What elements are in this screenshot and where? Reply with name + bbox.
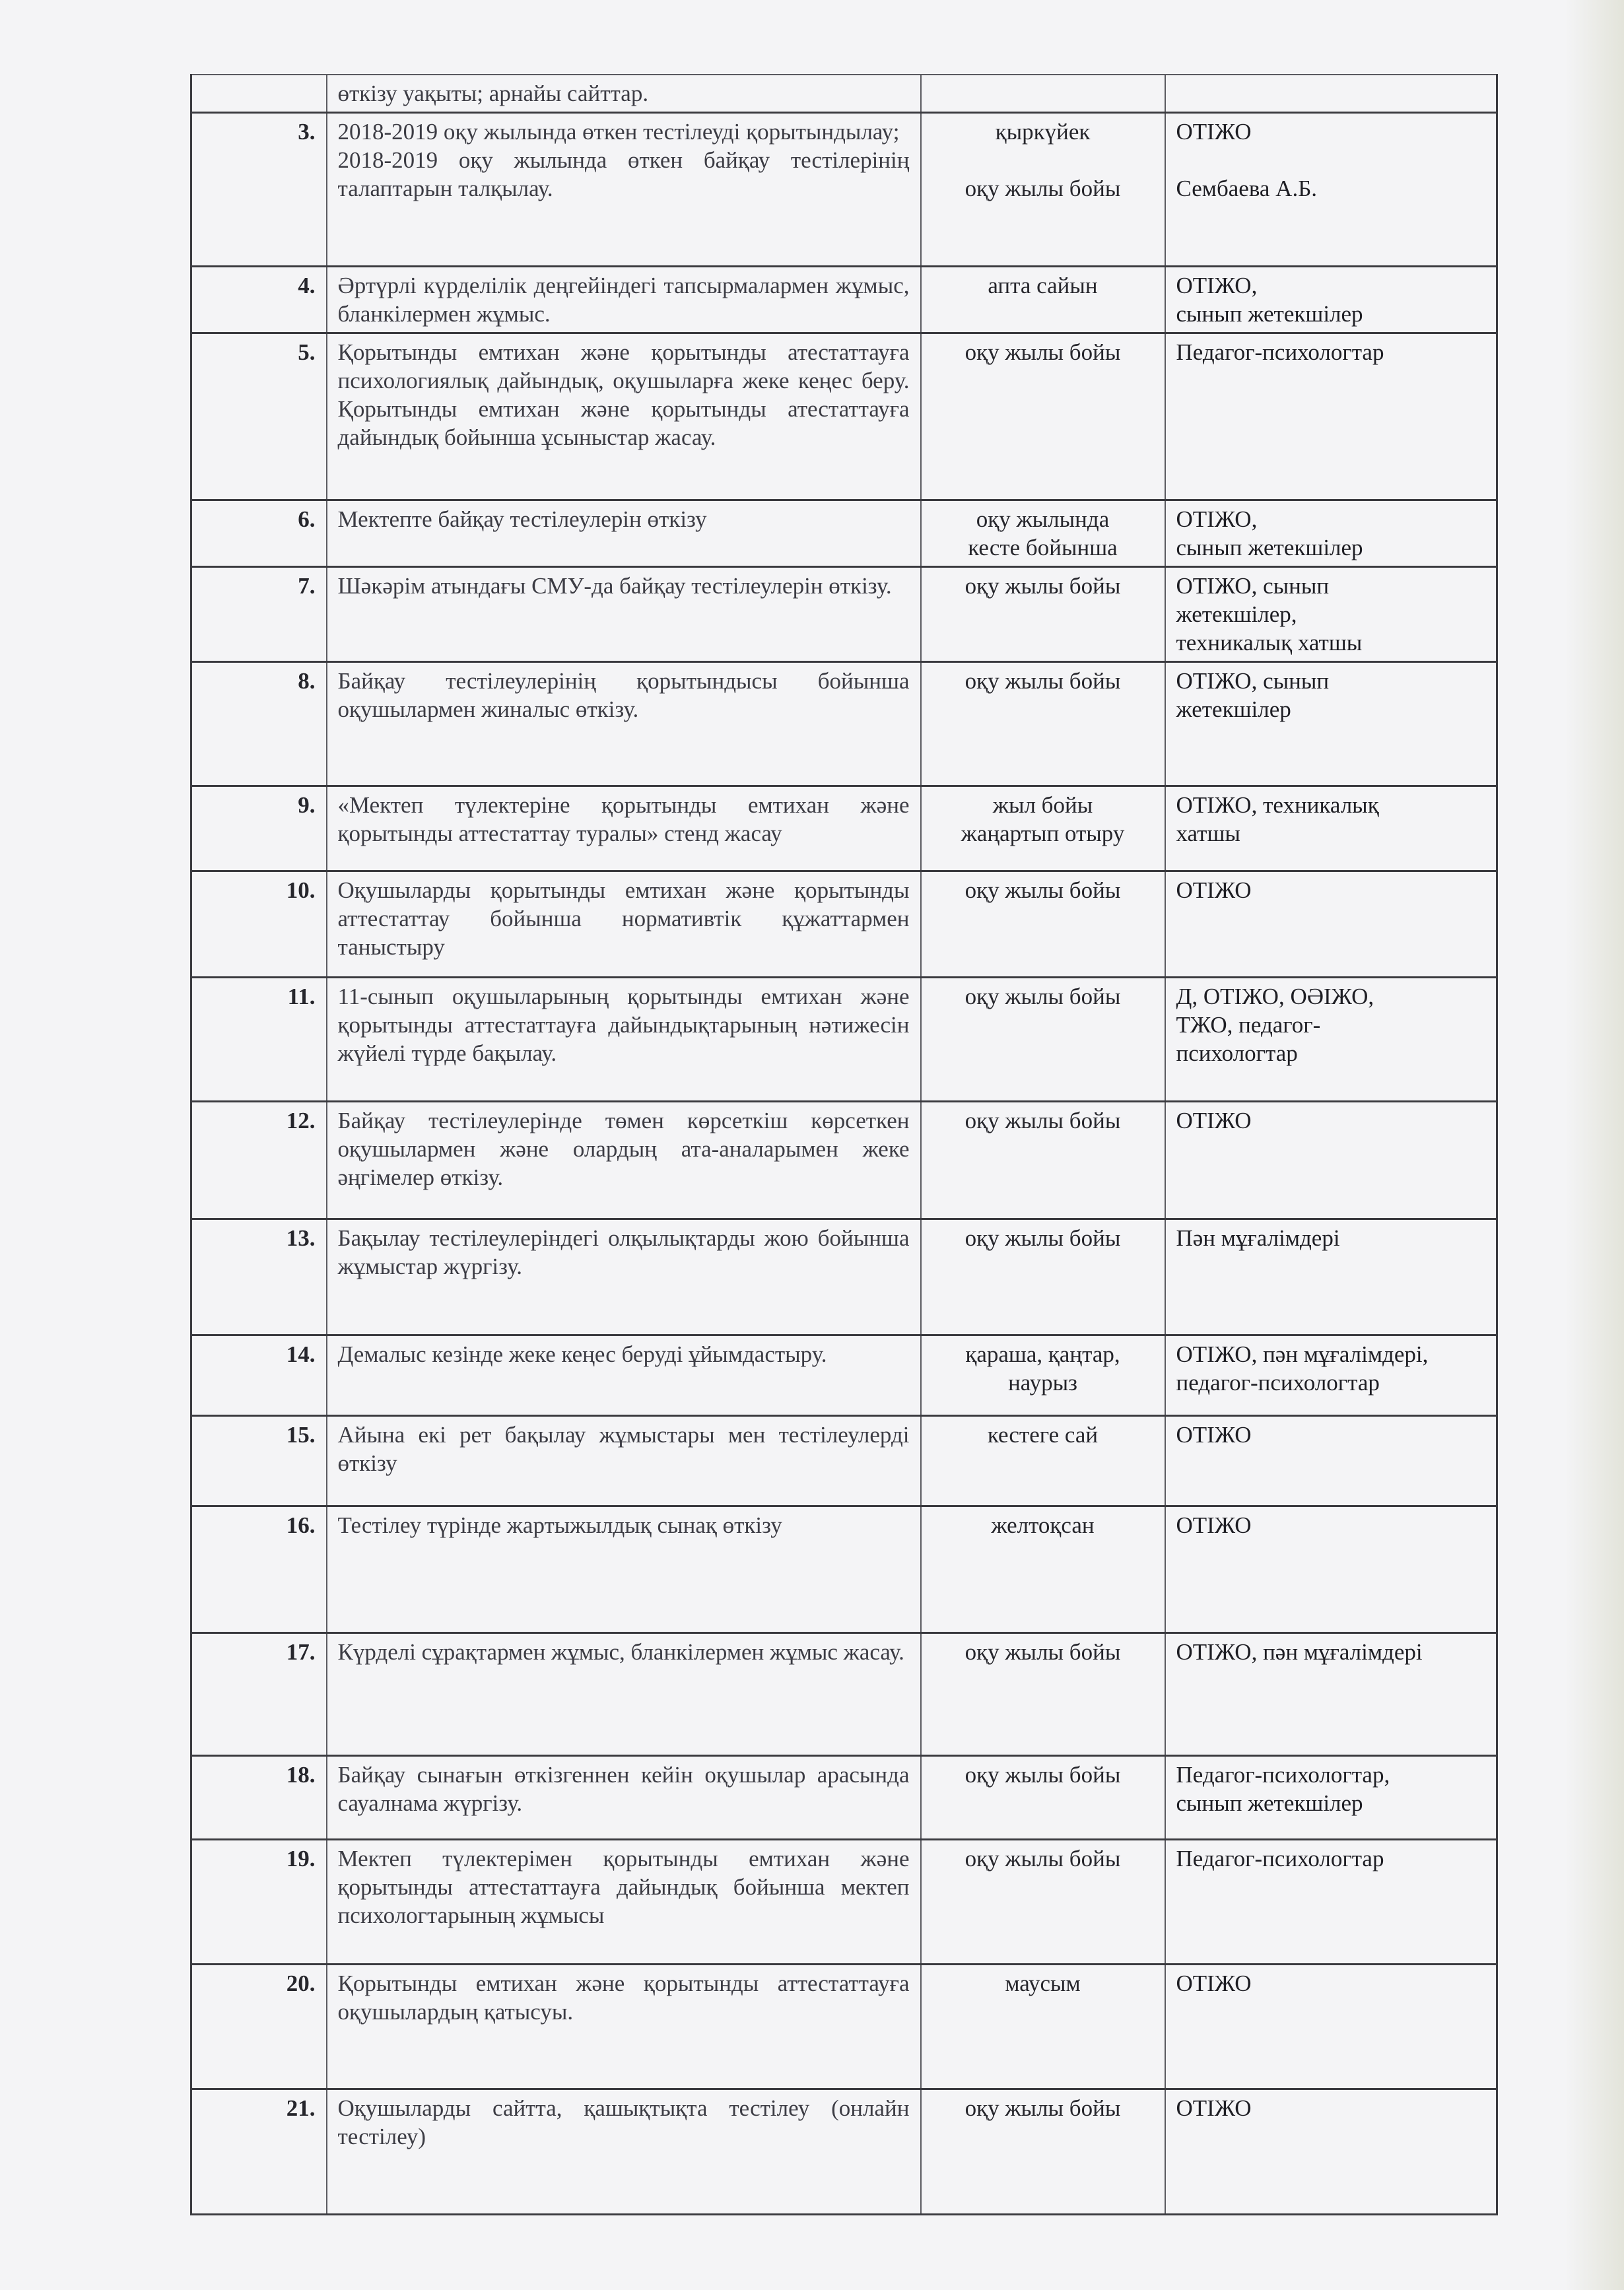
deadline-cell-line: оқу жылы бойы <box>964 1762 1121 1788</box>
responsible-cell <box>1165 1102 1497 1219</box>
activity-cell-line: Бақылау тестілеулеріндегі олқылықтарды жою бойынша жұмыстар жүргізу. <box>337 1225 910 1279</box>
responsible-cell <box>1165 871 1497 978</box>
table-row <box>191 1335 1497 1416</box>
activity-cell-line: Байқау тестілеулерінің қорытындысы бойынша оқушылармен жиналыс өткізу. <box>337 668 910 722</box>
responsible-cell <box>1165 113 1497 267</box>
deadline-cell <box>921 1416 1165 1506</box>
responsible-cell-line: психологтар <box>1176 1040 1298 1066</box>
activity-cell <box>327 978 921 1102</box>
activity-cell-line: Оқушыларды сайтта, қашықтықта тестілеу (онлайн тестілеу) <box>337 2095 910 2149</box>
deadline-cell-line: оқу жылы бойы <box>964 877 1121 903</box>
responsible-cell <box>1165 1633 1497 1756</box>
deadline-cell-line: жаңартып отыру <box>961 821 1125 846</box>
activity-cell-line: 2018-2019 оқу жылында өткен тестілеуді қорытындылау; <box>337 119 900 145</box>
table-row <box>191 1633 1497 1756</box>
deadline-cell-line: оқу жылы бойы <box>964 176 1121 201</box>
deadline-cell <box>921 2089 1165 2215</box>
responsible-cell-line: сынып жетекшілер <box>1176 1790 1363 1816</box>
table-row <box>191 1219 1497 1335</box>
activity-cell <box>327 333 921 500</box>
deadline-cell-line: маусым <box>1005 1970 1081 1996</box>
responsible-cell-line: ОТІЖО <box>1176 119 1252 145</box>
activity-cell-line: Байқау тестілеулерінде төмен көрсеткіш көрсеткен оқушылармен және олардың ата-аналарымен жеке әңгімелер өткізу. <box>337 1108 910 1190</box>
responsible-cell-line: ОТІЖО, пән мұғалімдері <box>1176 1639 1423 1665</box>
responsible-cell-line: жетекшілер, <box>1176 601 1297 627</box>
responsible-cell-line: Сембаева А.Б. <box>1176 176 1318 201</box>
deadline-cell-line: оқу жылы бойы <box>964 573 1121 599</box>
table-row <box>191 2089 1497 2215</box>
responsible-cell <box>1165 75 1497 113</box>
scan-edge-shade <box>1565 0 1624 2290</box>
activity-cell-line: Оқушыларды қорытынды емтихан және қорытынды аттестаттау бойынша нормативтік құжаттармен таныстыру <box>337 877 910 960</box>
row-number: 8. <box>191 662 327 786</box>
deadline-cell <box>921 75 1165 113</box>
responsible-cell <box>1165 1756 1497 1840</box>
deadline-cell <box>921 1335 1165 1416</box>
activity-plan-table <box>190 74 1498 2215</box>
responsible-cell-line: ОТІЖО <box>1176 1970 1252 1996</box>
activity-cell-line: Байқау сынағын өткізгеннен кейін оқушылар арасында сауалнама жүргізу. <box>337 1762 910 1816</box>
row-number: 11. <box>191 978 327 1102</box>
activity-cell-line: 2018-2019 оқу жылында өткен байқау тестілерінің талаптарын талқылау. <box>337 147 910 201</box>
row-number: 16. <box>191 1506 327 1633</box>
activity-cell <box>327 871 921 978</box>
responsible-cell-line: ОТІЖО, <box>1176 506 1258 532</box>
deadline-cell <box>921 113 1165 267</box>
row-number: 17. <box>191 1633 327 1756</box>
responsible-cell <box>1165 567 1497 662</box>
table-row <box>191 1506 1497 1633</box>
responsible-cell <box>1165 267 1497 333</box>
row-number: 20. <box>191 1965 327 2089</box>
activity-cell <box>327 1756 921 1840</box>
deadline-cell-line: оқу жылы бойы <box>964 339 1121 365</box>
deadline-cell-line: кестеге сай <box>987 1422 1099 1448</box>
activity-cell <box>327 75 921 113</box>
deadline-cell <box>921 1633 1165 1756</box>
responsible-cell-line: Педагог-психологтар <box>1176 1846 1384 1871</box>
deadline-cell-line: жыл бойы <box>992 792 1093 818</box>
table-row <box>191 113 1497 267</box>
responsible-cell-line: ОТІЖО <box>1176 1512 1252 1538</box>
responsible-cell <box>1165 1416 1497 1506</box>
deadline-cell <box>921 1756 1165 1840</box>
responsible-cell-line: Педагог-психологтар <box>1176 339 1384 365</box>
activity-cell-line: Қорытынды емтихан және қорытынды аттестаттауға оқушылардың қатысуы. <box>337 1970 910 2025</box>
row-number: 18. <box>191 1756 327 1840</box>
row-number: 4. <box>191 267 327 333</box>
row-number: 21. <box>191 2089 327 2215</box>
responsible-cell-line: ТЖО, педагог- <box>1176 1012 1321 1038</box>
responsible-cell-line: Д, ОТІЖО, ОӘІЖО, <box>1176 984 1374 1009</box>
deadline-cell <box>921 1840 1165 1965</box>
deadline-cell <box>921 567 1165 662</box>
activity-cell <box>327 1335 921 1416</box>
table-row <box>191 567 1497 662</box>
activity-cell-line: 11-сынып оқушыларының қорытынды емтихан және қорытынды аттестаттауға дайындықтарының нәтижесін жүйелі түрде бақылау. <box>337 984 910 1066</box>
responsible-cell <box>1165 500 1497 567</box>
responsible-cell-line: ОТІЖО <box>1176 2095 1252 2121</box>
activity-cell-line: өткізу уақыты; арнайы сайттар. <box>337 81 649 106</box>
responsible-cell-line: сынып жетекшілер <box>1176 301 1363 327</box>
responsible-cell <box>1165 1840 1497 1965</box>
responsible-cell-line: жетекшілер <box>1176 696 1291 722</box>
responsible-cell <box>1165 2089 1497 2215</box>
activity-cell-line: Қорытынды емтихан және қорытынды атестаттауға психологиялық дайындық, оқушыларға жеке кеңес беру. Қорытынды емтихан және қорытынды атестаттауға дайындық бойынша ұсыныстар жасау. <box>337 339 910 450</box>
deadline-cell <box>921 267 1165 333</box>
deadline-cell <box>921 871 1165 978</box>
responsible-cell-line: ОТІЖО, сынып <box>1176 573 1330 599</box>
table-row <box>191 871 1497 978</box>
responsible-cell <box>1165 1965 1497 2089</box>
responsible-cell-line: ОТІЖО, техникалық <box>1176 792 1379 818</box>
responsible-cell <box>1165 978 1497 1102</box>
activity-cell-line: «Мектеп түлектеріне қорытынды емтихан және қорытынды аттестаттау туралы» стенд жасау <box>337 792 910 846</box>
deadline-cell-line: оқу жылы бойы <box>964 1108 1121 1133</box>
table-row <box>191 1416 1497 1506</box>
deadline-cell <box>921 500 1165 567</box>
deadline-cell-line: оқу жылы бойы <box>964 1846 1121 1871</box>
activity-cell <box>327 1633 921 1756</box>
activity-cell <box>327 662 921 786</box>
deadline-cell <box>921 1965 1165 2089</box>
row-number: 5. <box>191 333 327 500</box>
responsible-cell-line: техникалық хатшы <box>1176 630 1363 656</box>
table-row <box>191 978 1497 1102</box>
responsible-cell <box>1165 662 1497 786</box>
table-body <box>191 75 1497 2215</box>
responsible-cell-line: ОТІЖО, пән мұғалімдері, <box>1176 1341 1429 1367</box>
row-number <box>191 75 327 113</box>
table-row <box>191 500 1497 567</box>
responsible-cell-line: ОТІЖО <box>1176 1422 1252 1448</box>
responsible-cell <box>1165 1219 1497 1335</box>
deadline-cell-line <box>932 146 1154 174</box>
responsible-cell <box>1165 1506 1497 1633</box>
responsible-cell-line: ОТІЖО <box>1176 1108 1252 1133</box>
deadline-cell-line: наурыз <box>1008 1370 1077 1396</box>
deadline-cell <box>921 978 1165 1102</box>
activity-cell <box>327 1416 921 1506</box>
activity-cell <box>327 786 921 871</box>
activity-cell <box>327 1840 921 1965</box>
deadline-cell-line: оқу жылы бойы <box>964 1225 1121 1251</box>
deadline-cell-line: оқу жылы бойы <box>964 1639 1121 1665</box>
table-row <box>191 1102 1497 1219</box>
activity-cell <box>327 1219 921 1335</box>
responsible-cell-line: хатшы <box>1176 821 1240 846</box>
activity-cell <box>327 1965 921 2089</box>
activity-cell-line: Айына екі рет бақылау жұмыстары мен тестілеулерді өткізу <box>337 1422 910 1476</box>
deadline-cell-line: кесте бойынша <box>968 535 1118 560</box>
table-row <box>191 1840 1497 1965</box>
responsible-cell <box>1165 786 1497 871</box>
activity-cell-line: Мектеп түлектерімен қорытынды емтихан және қорытынды аттестаттауға дайындық бойынша мектеп психологтарының жұмысы <box>337 1846 910 1928</box>
row-number: 14. <box>191 1335 327 1416</box>
deadline-cell-line: қараша, қаңтар, <box>965 1341 1120 1367</box>
activity-cell <box>327 567 921 662</box>
responsible-cell-line: ОТІЖО <box>1176 877 1252 903</box>
activity-cell-line: Шәкәрім атындағы СМУ-да байқау тестілеулерін өткізу. <box>337 573 892 599</box>
deadline-cell-line: оқу жылы бойы <box>964 2095 1121 2121</box>
deadline-cell <box>921 786 1165 871</box>
activity-cell-line: Демалыс кезінде жеке кеңес беруді ұйымдастыру. <box>337 1341 827 1367</box>
table-row <box>191 267 1497 333</box>
row-number: 12. <box>191 1102 327 1219</box>
activity-cell <box>327 267 921 333</box>
responsible-cell-line: ОТІЖО, <box>1176 273 1258 298</box>
activity-cell-line: Тестілеу түрінде жартыжылдық сынақ өткізу <box>337 1512 782 1538</box>
table-row <box>191 786 1497 871</box>
deadline-cell-line: апта сайын <box>988 273 1098 298</box>
row-number: 3. <box>191 113 327 267</box>
row-number: 13. <box>191 1219 327 1335</box>
deadline-cell <box>921 1102 1165 1219</box>
table-row <box>191 75 1497 113</box>
table-row <box>191 1965 1497 2089</box>
responsible-cell <box>1165 333 1497 500</box>
row-number: 6. <box>191 500 327 567</box>
responsible-cell-line <box>1176 146 1486 174</box>
table-row <box>191 333 1497 500</box>
deadline-cell-line: оқу жылы бойы <box>964 668 1121 694</box>
row-number: 19. <box>191 1840 327 1965</box>
deadline-cell <box>921 662 1165 786</box>
row-number: 7. <box>191 567 327 662</box>
activity-cell <box>327 1102 921 1219</box>
deadline-cell-line: оқу жылында <box>976 506 1110 532</box>
activity-cell <box>327 1506 921 1633</box>
deadline-cell-line: қыркүйек <box>995 119 1091 145</box>
responsible-cell-line: сынып жетекшілер <box>1176 535 1363 560</box>
responsible-cell-line: ОТІЖО, сынып <box>1176 668 1330 694</box>
deadline-cell <box>921 1219 1165 1335</box>
responsible-cell-line: педагог-психологтар <box>1176 1370 1380 1396</box>
activity-cell <box>327 2089 921 2215</box>
activity-cell-line: Мектепте байқау тестілеулерін өткізу <box>337 506 707 532</box>
activity-cell <box>327 113 921 267</box>
deadline-cell-line: оқу жылы бойы <box>964 984 1121 1009</box>
row-number: 9. <box>191 786 327 871</box>
responsible-cell-line: Педагог-психологтар, <box>1176 1762 1390 1788</box>
activity-cell-line: Әртүрлі күрделілік деңгейіндегі тапсырмалармен жұмыс, бланкілермен жұмыс. <box>337 273 910 327</box>
deadline-cell <box>921 1506 1165 1633</box>
activity-cell <box>327 500 921 567</box>
responsible-cell-line: Пән мұғалімдері <box>1176 1225 1340 1251</box>
table-row <box>191 662 1497 786</box>
deadline-cell-line: желтоқсан <box>991 1512 1095 1538</box>
row-number: 15. <box>191 1416 327 1506</box>
table-row <box>191 1756 1497 1840</box>
deadline-cell <box>921 333 1165 500</box>
responsible-cell <box>1165 1335 1497 1416</box>
activity-cell-line: Күрделі сұрақтармен жұмыс, бланкілермен жұмыс жасау. <box>337 1639 904 1665</box>
row-number: 10. <box>191 871 327 978</box>
